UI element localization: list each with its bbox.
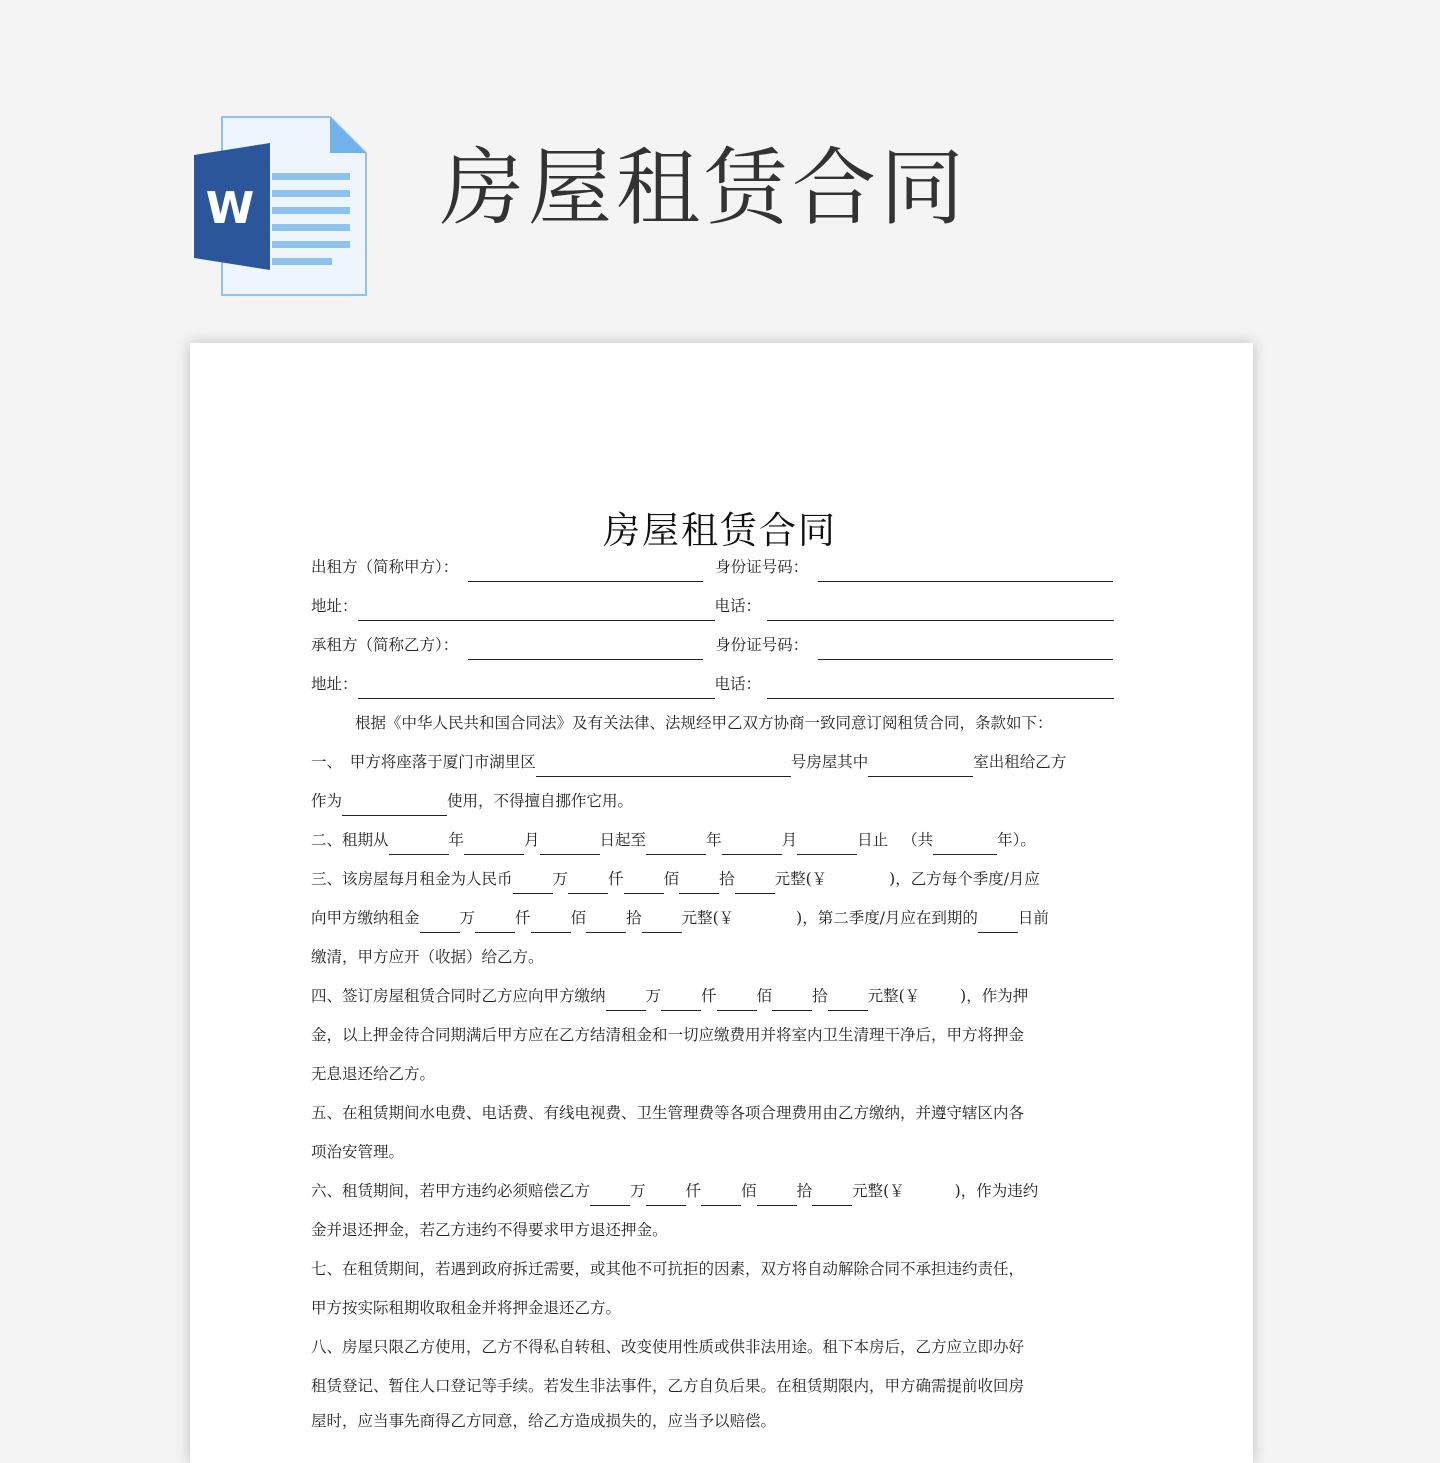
unit-yuan: 元整(￥ xyxy=(852,1182,905,1200)
clause-4-line-2 xyxy=(311,1020,1121,1050)
unit-wan: 万 xyxy=(552,870,569,888)
word-doc-icon xyxy=(190,115,370,304)
clause-6-line-2 xyxy=(311,1215,1121,1245)
due-day-blank[interactable] xyxy=(978,910,1018,933)
penalty-qian-blank[interactable] xyxy=(646,1183,686,1206)
penalty-bai-blank[interactable] xyxy=(701,1183,741,1206)
clause-3-text: 缴清，甲方应开（收据）给乙方。 xyxy=(311,948,544,966)
clause-2-line-1 xyxy=(311,825,1121,855)
address-label: 地址： xyxy=(311,675,358,693)
clause-8-line-3 xyxy=(311,1406,1121,1436)
lessor-id-blank[interactable] xyxy=(818,559,1113,582)
lessor-address-blank[interactable] xyxy=(358,598,715,621)
lessor-address-row xyxy=(311,591,1121,621)
clause-1-text: 使用，不得擅自挪作它用。 xyxy=(447,792,634,810)
clause-6-line-1 xyxy=(311,1176,1121,1206)
start-day-blank[interactable] xyxy=(540,832,600,855)
payment-wan-blank[interactable] xyxy=(420,910,460,933)
rent-wan-blank[interactable] xyxy=(513,871,553,894)
unit-qian: 仟 xyxy=(515,909,531,927)
clause-4-line-1 xyxy=(311,981,1121,1011)
lessee-phone-blank[interactable] xyxy=(767,676,1114,699)
clause-4-line-3 xyxy=(311,1059,1121,1089)
rent-bai-blank[interactable] xyxy=(624,871,664,894)
clause-3-text: )，第二季度/月应在到期的 xyxy=(796,909,978,927)
clause-3-text: 三、该房屋每月租金为人民币 xyxy=(311,870,513,888)
clause-8-line-2 xyxy=(311,1371,1121,1401)
unit-shi: 拾 xyxy=(812,987,828,1005)
lessor-label: 出租方（简称甲方）： xyxy=(311,558,459,576)
penalty-yuan-blank[interactable] xyxy=(812,1183,852,1206)
lessee-address-row xyxy=(311,669,1121,699)
lessor-name-blank[interactable] xyxy=(468,559,703,582)
rent-shi-blank[interactable] xyxy=(679,871,719,894)
unit-bai: 佰 xyxy=(570,909,587,927)
clause-2-text: 年 xyxy=(448,831,465,849)
clause-2-text: 月 xyxy=(781,831,798,849)
unit-yuan: 元整(￥ xyxy=(867,987,921,1005)
clause-5-text: 项治安管理。 xyxy=(311,1143,405,1161)
clause-5-line-1 xyxy=(311,1098,1121,1128)
address-label: 地址： xyxy=(311,597,358,615)
phone-label: 电话： xyxy=(714,675,762,693)
end-month-blank[interactable] xyxy=(722,832,782,855)
clause-3-text: )，乙方每个季度/月应 xyxy=(889,870,1040,888)
end-day-blank[interactable] xyxy=(797,832,857,855)
usage-blank[interactable] xyxy=(342,793,447,816)
lessee-id-blank[interactable] xyxy=(818,637,1113,660)
clause-1-text: 号房屋其中 xyxy=(790,753,869,771)
clause-2-text: 月 xyxy=(524,831,540,849)
intro-text: 根据《中华人民共和国合同法》及有关法律、法规经甲乙双方协商一致同意订阅租赁合同，条款如下： xyxy=(355,714,1053,732)
deposit-shi-blank[interactable] xyxy=(772,988,812,1011)
deposit-yuan-blank[interactable] xyxy=(828,988,868,1011)
clause-7-text: 甲方按实际租期收取租金并将押金退还乙方。 xyxy=(311,1299,622,1317)
clause-7-line-2 xyxy=(311,1293,1121,1323)
clause-6-text: )，作为违约 xyxy=(954,1182,1039,1200)
clause-4-text: 金，以上押金待合同期满后甲方应在乙方结清租金和一切应缴费用并将室内卫生清理干净后，甲方将押金 xyxy=(311,1026,1025,1044)
clause-3-line-3 xyxy=(311,942,1121,972)
unit-wan: 万 xyxy=(630,1182,646,1200)
unit-yuan: 元整(￥ xyxy=(774,870,828,888)
lessee-address-blank[interactable] xyxy=(358,676,715,699)
total-years-blank[interactable] xyxy=(933,832,997,855)
clause-3-text: 日前 xyxy=(1017,909,1049,927)
clause-1-text: 室出租给乙方 xyxy=(973,753,1067,771)
unit-bai: 佰 xyxy=(741,1182,757,1200)
unit-qian: 仟 xyxy=(685,1182,702,1200)
clause-3-text: 向甲方缴纳租金 xyxy=(311,909,420,927)
clause-1-text: 一、 甲方将座落于厦门市湖里区 xyxy=(311,753,536,771)
rent-qian-blank[interactable] xyxy=(568,871,608,894)
payment-bai-blank[interactable] xyxy=(531,910,571,933)
unit-yuan: 元整(￥ xyxy=(681,909,735,927)
clause-1-line-2 xyxy=(311,786,1121,816)
lessee-label: 承租方（简称乙方）： xyxy=(311,636,459,654)
clause-1-line-1 xyxy=(311,747,1121,777)
clause-8-text: 八、房屋只限乙方使用，乙方不得私自转租、改变使用性质或供非法用途。租下本房后，乙方应立即办好 xyxy=(311,1338,1025,1356)
lessee-id-label: 身份证号码： xyxy=(715,636,809,654)
clause-7-line-1 xyxy=(311,1254,1121,1284)
lessee-row xyxy=(311,630,1121,660)
unit-wan: 万 xyxy=(645,987,662,1005)
deposit-bai-blank[interactable] xyxy=(717,988,757,1011)
page-title: 房屋租赁合同 xyxy=(440,139,969,237)
unit-shi: 拾 xyxy=(626,909,642,927)
unit-shi: 拾 xyxy=(796,1182,813,1200)
clause-3-line-1 xyxy=(311,864,1121,894)
payment-shi-blank[interactable] xyxy=(586,910,626,933)
unit-qian: 仟 xyxy=(701,987,717,1005)
clause-7-text: 七、在租赁期间，若遇到政府拆迁需要，或其他不可抗拒的因素，双方将自动解除合同不承担违约责任， xyxy=(311,1260,1025,1278)
unit-wan: 万 xyxy=(459,909,476,927)
clause-2-text: 年 xyxy=(706,831,722,849)
clause-1-text: 作为 xyxy=(311,792,343,810)
room-blank[interactable] xyxy=(868,754,973,777)
clause-4-text: )，作为押 xyxy=(960,987,1029,1005)
document-title: 房屋租赁合同 xyxy=(603,509,837,552)
clause-2-text: 年）。 xyxy=(997,831,1036,849)
payment-qian-blank[interactable] xyxy=(475,910,515,933)
lessor-phone-blank[interactable] xyxy=(767,598,1114,621)
start-month-blank[interactable] xyxy=(464,832,524,855)
intro-paragraph xyxy=(311,708,1121,738)
clause-8-text: 屋时，应当事先商得乙方同意，给乙方造成损失的，应当予以赔偿。 xyxy=(311,1412,777,1430)
deposit-wan-blank[interactable] xyxy=(606,988,646,1011)
clause-8-text: 租赁登记、暂住人口登记等手续。若发生非法事件，乙方自负后果。在租赁期限内，甲方确需提前收回房 xyxy=(311,1377,1025,1395)
rent-yuan-blank[interactable] xyxy=(735,871,775,894)
phone-label: 电话： xyxy=(714,597,762,615)
clause-2-text: 日起至 xyxy=(599,831,647,849)
lessor-id-label: 身份证号码： xyxy=(715,558,809,576)
penalty-wan-blank[interactable] xyxy=(590,1183,630,1206)
unit-bai: 佰 xyxy=(756,987,773,1005)
word-letter: W xyxy=(205,183,255,234)
address-blank[interactable] xyxy=(536,754,791,777)
clause-3-line-2 xyxy=(311,903,1121,933)
clause-2-text: （共 xyxy=(902,831,934,849)
clause-6-text: 六、租赁期间，若甲方违约必须赔偿乙方 xyxy=(311,1182,591,1200)
clause-5-text: 五、在租赁期间水电费、电话费、有线电视费、卫生管理费等各项合理费用由乙方缴纳，并遵守辖区内各 xyxy=(311,1104,1025,1122)
deposit-qian-blank[interactable] xyxy=(661,988,701,1011)
unit-qian: 仟 xyxy=(608,870,624,888)
clause-6-text: 金并退还押金，若乙方违约不得要求甲方退还押金。 xyxy=(311,1221,668,1239)
payment-yuan-blank[interactable] xyxy=(642,910,682,933)
end-year-blank[interactable] xyxy=(646,832,706,855)
clause-5-line-2 xyxy=(311,1137,1121,1167)
clause-8-line-1 xyxy=(311,1332,1121,1362)
start-year-blank[interactable] xyxy=(389,832,449,855)
unit-bai: 佰 xyxy=(663,870,680,888)
lessor-row xyxy=(311,552,1121,582)
penalty-shi-blank[interactable] xyxy=(757,1183,797,1206)
unit-shi: 拾 xyxy=(719,870,735,888)
clause-4-text: 无息退还给乙方。 xyxy=(311,1065,436,1083)
lessee-name-blank[interactable] xyxy=(468,637,703,660)
clause-2-text: 二、租期从 xyxy=(311,831,389,849)
clause-2-text: 日止 xyxy=(857,831,889,849)
clause-4-text: 四、签订房屋租赁合同时乙方应向甲方缴纳 xyxy=(311,987,606,1005)
